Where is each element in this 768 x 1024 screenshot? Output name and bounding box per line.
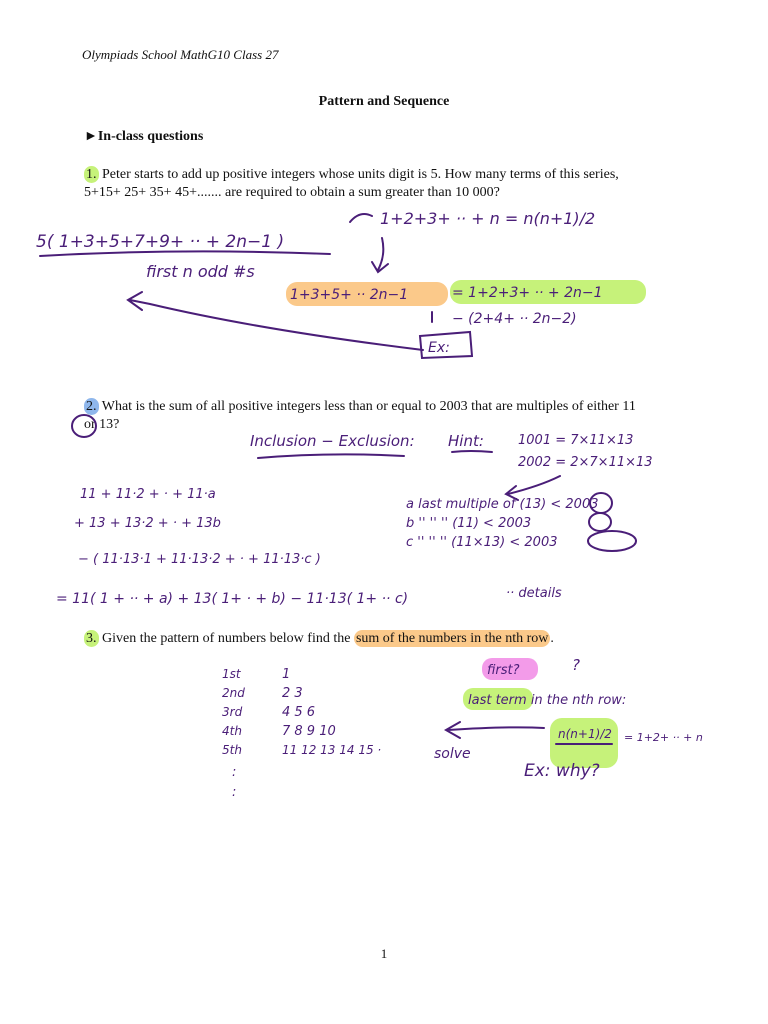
hw-q2-b: b '' '' '' (11) < 2003 — [406, 516, 532, 531]
circle-11x13-stroke — [588, 531, 636, 551]
arrow-q3-stroke — [446, 722, 544, 738]
arrow-down-stroke — [372, 238, 388, 272]
hw-q3-sum: = 1+2+ ·· + n — [624, 731, 703, 744]
hw-q1-eq-right: = 1+2+3+ ·· + 2n−1 — [452, 285, 603, 301]
hw-q3-row-values: 4 5 6 — [282, 705, 316, 720]
hw-q3-dots: : — [232, 785, 237, 800]
hw-q2-sum1: 11 + 11·2 + · + 11·a — [80, 487, 216, 502]
hw-q3-row-values: 1 — [282, 667, 291, 682]
hw-q1-eq-left: 1+3+5+ ·· 2n−1 — [290, 287, 409, 303]
arrow-stroke — [350, 214, 372, 222]
question-3-text-end: . — [550, 631, 554, 646]
page-number: 1 — [380, 946, 388, 961]
hw-q2-2002: 2002 = 2×7×11×13 — [518, 455, 653, 470]
page-title: Pattern and Sequence — [318, 94, 450, 109]
underline-hint-stroke — [452, 451, 492, 452]
circle-or-stroke — [72, 415, 96, 437]
hw-q3-row-label: 5th — [222, 743, 242, 757]
question-2-number: 2. — [86, 399, 97, 414]
question-1-number: 1. — [86, 167, 97, 182]
underline-stroke — [40, 251, 330, 256]
hw-q3-row-label: 4th — [222, 724, 242, 738]
hw-q3-row-label: 1st — [222, 667, 241, 681]
hw-q2-sum3: − ( 11·13·1 + 11·13·2 + · + 11·13·c ) — [78, 552, 321, 567]
hw-q3-first: first? — [487, 663, 520, 678]
hw-q2-sum4: = 11( 1 + ·· + a) + 13( 1+ · + b) − 11·13( 1+ ·· c) — [56, 591, 409, 607]
hw-q3-exwhy: Ex: why? — [524, 761, 600, 781]
hw-q3-row-values: 7 8 9 10 — [282, 724, 336, 739]
hw-q2-c: c '' '' '' (11×13) < 2003 — [406, 535, 558, 550]
hw-q3-row-label: 3rd — [222, 705, 243, 719]
hw-q1-ex: Ex: — [428, 340, 450, 356]
hw-q3-question-mark: ? — [572, 656, 580, 674]
hw-q1-formula: 1+2+3+ ·· + n = n(n+1)/2 — [380, 209, 596, 228]
hw-q2-details: ·· details — [506, 586, 562, 601]
document-header: Olympiads School MathG10 Class 27 — [82, 47, 279, 62]
hw-q1-first-odd: first n odd #s — [146, 262, 255, 281]
section-heading: ►In-class questions — [84, 129, 204, 144]
hw-q3-solve: solve — [434, 746, 471, 762]
question-2-line-2: or 13? — [84, 417, 120, 432]
circle-11-stroke — [589, 513, 611, 531]
underline-ie-stroke — [258, 454, 404, 458]
question-1-line-2: 5+15+ 25+ 35+ 45+....... are required to obtain a sum greater than 10 000? — [84, 185, 500, 200]
question-3-highlight: sum of the numbers in the nth row — [355, 631, 549, 646]
hw-q2-1001: 1001 = 7×11×13 — [518, 433, 634, 448]
hw-q2-ie: Inclusion − Exclusion: — [250, 432, 415, 450]
hw-q2-a: a last multiple of (13) < 2003 — [406, 497, 599, 512]
question-1-line-1: Peter starts to add up positive integers whose units digit is 5. How many terms of this series, — [98, 167, 619, 182]
hw-q3-dots: : — [232, 765, 237, 780]
question-2-line-1: What is the sum of all positive integers less than or equal to 2003 that are multiples of either 11 — [98, 399, 636, 414]
hw-q3-last: last term in the nth row: — [468, 693, 627, 708]
hw-q3-row-values: 2 3 — [282, 686, 303, 701]
hw-q1-left: 5( 1+3+5+7+9+ ·· + 2n−1 ) — [36, 232, 285, 252]
question-3-number: 3. — [86, 631, 97, 646]
hw-q3-row-values: 11 12 13 14 15 · — [282, 743, 382, 757]
hw-q3-row-label: 2nd — [222, 686, 245, 700]
hw-q2-sum2: + 13 + 13·2 + · + 13b — [74, 516, 221, 531]
question-3-text: Given the pattern of numbers below find the — [98, 631, 354, 646]
hw-q1-minus: − (2+4+ ·· 2n−2) — [452, 311, 577, 327]
hw-q2-hint: Hint: — [448, 432, 484, 450]
hw-q3-frac: n(n+1)/2 — [558, 727, 612, 741]
